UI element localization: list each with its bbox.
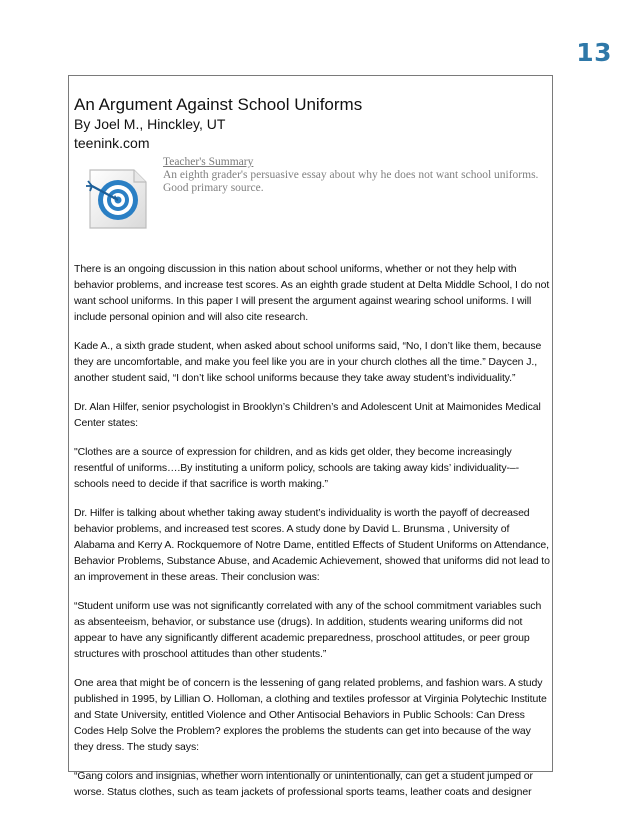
paragraph-hilfer-intro: Dr. Alan Hilfer, senior psychologist in Brooklyn’s Children’s and Adolescent Unit at Maimonides Medical Center states: — [74, 401, 541, 429]
paragraph-gang: One area that might be of concern is the lessening of gang related problems, and fashion wars. A study published in 1995, by Lillian O. Holloman, a clothing and textiles professor at Virginia Polytechic Institute and State University, entitled Violence and Other Antisocial Behaviors in Public Schools: Can Dress Codes Help Solve the Problem? explores the problems the students can get into because of the way they dress. The study says: — [74, 677, 547, 753]
paragraph-hilfer-quote: "Clothes are a source of expression for children, and as kids get older, they become increasingly resentful of uniforms….By instituting a uniform policy, schools are taking away kids’ individuality-–- schools need to decide if that sacrifice is worth making.” — [74, 446, 519, 490]
article-content — [74, 94, 552, 813]
article-byline: By Joel M., Hinckley, UT — [74, 116, 226, 132]
paragraph-study-quote: “Student uniform use was not significantly correlated with any of the school commitment variables such as absenteeism, behavior, or substance use (drugs). In addition, students wearing uniforms did not appear to have any significantly different academic preparedness, proschool attitudes, or peer group structures with proschool attitudes than other students.” — [74, 600, 542, 660]
article-title: An Argument Against School Uniforms — [74, 95, 363, 114]
summary-text-block — [163, 156, 543, 195]
target-document-icon — [84, 166, 150, 232]
page-number: 13 — [576, 38, 612, 67]
teacher-summary — [74, 153, 552, 245]
paragraph-gang-quote: “Gang colors and insignias, whether worn intentionally or unintentionally, can get a student jumped or worse. Status clothes, such as team jackets of professional sports teams, leather coats and designer — [74, 770, 533, 798]
paragraph-student-quotes: Kade A., a sixth grade student, when asked about school uniforms said, “No, I don’t like them, because they are uncomfortable, and make you feel like you are in your church clothes all the time.” Daycen J., another student said, “I don’t like school uniforms because they take away student’s individuality.” — [74, 340, 542, 384]
summary-description: An eighth grader's persuasive essay about why he does not want school uniforms. Good primary source. — [163, 169, 539, 194]
paragraph-study: Dr. Hilfer is talking about whether taking away student’s individuality is worth the payoff of decreased behavior problems, and increased test scores. A study done by David L. Brunsma , University of Alabama and Kerry A. Rockquemore of Notre Dame, entitled Effects of Student Uniforms on Attendance, Behavior Problems, Substance Abuse, and Academic Achievement, showed that uniforms did not lead to an improvement in these areas. Their conclusion was: — [74, 507, 550, 583]
paragraph-intro: There is an ongoing discussion in this nation about school uniforms, whether or not they help with behavior problems, and increase test scores. As an eighth grade student at Delta Middle School, I do not want school uniforms. In this paper I will present the argument against wearing school uniforms. I will include personal opinion and will also cite research. — [74, 263, 550, 323]
summary-heading: Teacher's Summary — [163, 156, 254, 168]
article-source: teenink.com — [74, 135, 150, 151]
